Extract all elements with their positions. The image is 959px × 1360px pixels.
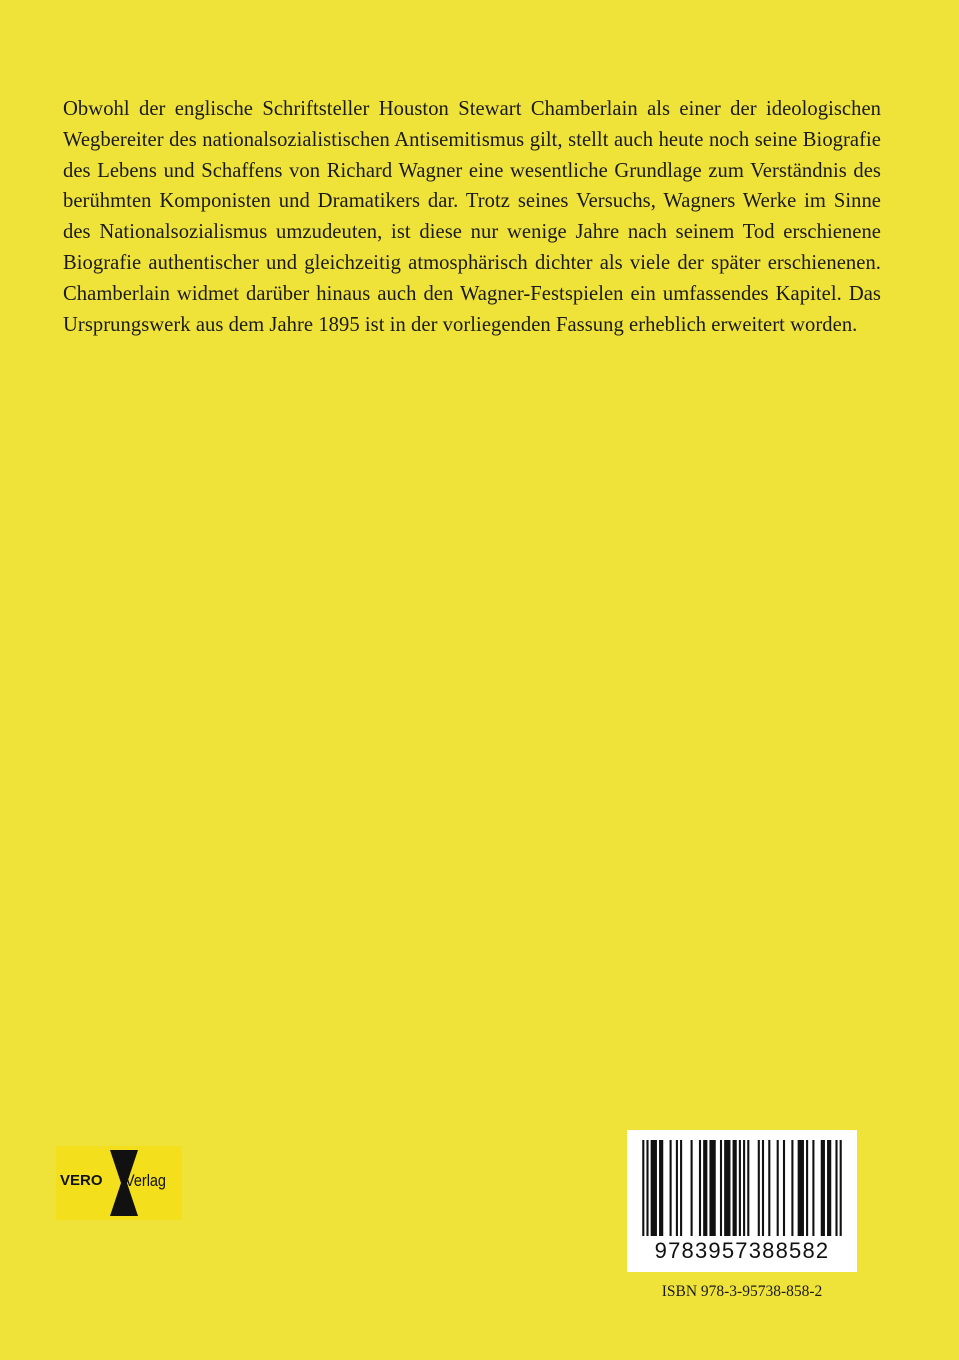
barcode-bar	[840, 1140, 842, 1236]
barcode-bar	[791, 1140, 793, 1236]
barcode-bar	[762, 1140, 764, 1236]
barcode-bar	[812, 1140, 814, 1236]
back-cover-blurb: Obwohl der englische Schriftsteller Houston Stewart Chamberlain als einer der ideologischen Wegbereiter des nationalsozialistischen Antisemitismus gilt, stellt auch heute noch seine Biografie des Lebens und Schaffens von Richard Wagner eine wesentliche Grundlage zum Verständnis des berühmten Komponisten und Dramatikers dar. Trotz seines Versuchs, Wagners Werke im Sinne des Nationalsozialismus umzudeuten, ist diese nur wenige Jahre nach seinem Tod erschienene Biografie authentischer und gleichzeitig atmosphärisch dichter als viele der später erschienenen. Chamberlain widmet darüber hinaus auch den Wagner-Festspielen ein umfassendes Kapitel. Das Ursprungswerk aus dem Jahre 1895 ist in der vorliegenden Fassung erheblich erweitert worden.	[63, 98, 881, 336]
barcode-bar	[783, 1140, 785, 1236]
barcode-bar	[758, 1140, 760, 1236]
barcode-bar	[691, 1140, 693, 1236]
barcode-bar	[747, 1140, 749, 1236]
barcode-bar	[651, 1140, 657, 1236]
barcode-bars	[627, 1130, 857, 1240]
barcode-bar	[806, 1140, 808, 1236]
barcode-bar	[733, 1140, 737, 1236]
barcode-digits: 9783957388582	[654, 1238, 830, 1263]
barcode-bar	[798, 1140, 804, 1236]
barcode-bar	[768, 1140, 770, 1236]
logo-word-verlag: Verlag	[125, 1171, 166, 1190]
isbn-label: ISBN 978-3-95738-858-2	[661, 1283, 823, 1300]
barcode-bar	[699, 1140, 701, 1236]
barcode-bar	[680, 1140, 682, 1236]
barcode	[627, 1130, 857, 1272]
barcode-bar	[827, 1140, 831, 1236]
barcode-bar	[835, 1140, 837, 1236]
barcode-bar	[821, 1140, 825, 1236]
barcode-bar	[642, 1140, 644, 1236]
barcode-bar	[720, 1140, 722, 1236]
barcode-bar	[739, 1140, 741, 1236]
barcode-bar	[724, 1140, 730, 1236]
logo-word-vero: VERO	[60, 1172, 103, 1189]
barcode-bar	[709, 1140, 715, 1236]
barcode-bar	[659, 1140, 663, 1236]
barcode-bar	[646, 1140, 648, 1236]
publisher-logo	[56, 1146, 182, 1220]
barcode-bar	[777, 1140, 779, 1236]
barcode-bar	[670, 1140, 672, 1236]
barcode-bar	[743, 1140, 745, 1236]
barcode-bar	[676, 1140, 678, 1236]
barcode-bar	[703, 1140, 707, 1236]
